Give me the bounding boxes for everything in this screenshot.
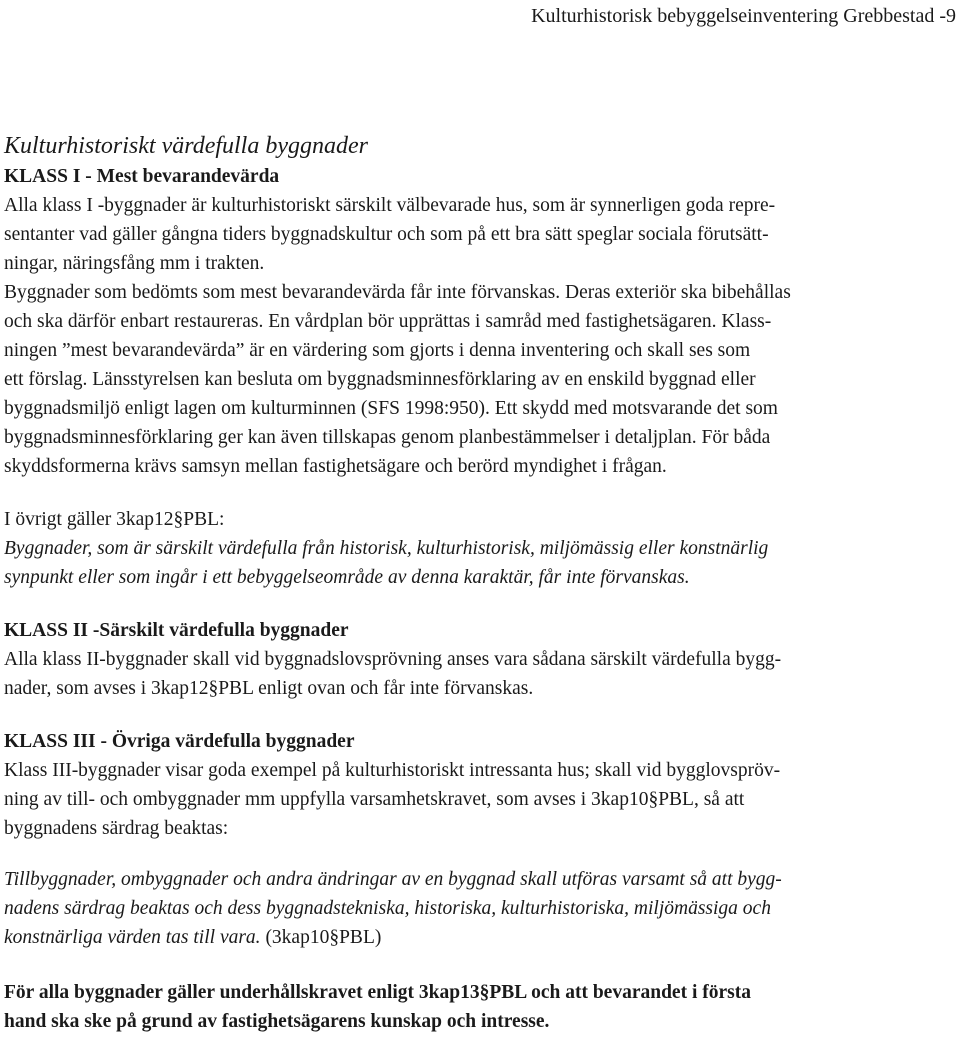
klass2-heading: KLASS II -Särskilt värdefulla byggnader xyxy=(4,620,349,641)
klass1-heading: KLASS I - Mest bevarandevärda xyxy=(4,166,280,187)
klass1-intro-line: Alla klass I -byggnader är kulturhistoriskt särskilt välbevarade hus, som är synnerligen goda repre- xyxy=(4,195,776,216)
running-header: Kulturhistorisk bebyggelseinventering Grebbestad -9 xyxy=(531,5,956,27)
paragraph-gap xyxy=(4,952,954,978)
paragraph-gap xyxy=(4,703,954,727)
klass3-quote-last-line xyxy=(4,923,954,952)
klass1-body-line: byggnadsmiljö enligt lagen om kulturminnen (SFS 1998:950). Ett skydd med motsvarande det som xyxy=(4,398,778,419)
klass3-quote-reference: (3kap10§PBL) xyxy=(260,927,382,948)
klass3-quote-line: nadens särdrag beaktas och dess byggnadstekniska, historiska, kulturhistoriska, miljömässiga och xyxy=(4,898,771,919)
klass3-heading: KLASS III - Övriga värdefulla byggnader xyxy=(4,731,355,752)
closing-line: hand ska ske på grund av fastighetsägarens kunskap och intresse. xyxy=(4,1011,550,1032)
klass1-body-line: och ska därför enbart restaureras. En vårdplan bör upprättas i samråd med fastighetsägaren. Klass- xyxy=(4,311,772,332)
klass1-body-line: skyddsformerna krävs samsyn mellan fastighetsägare och berörd myndighet i frågan. xyxy=(4,456,667,477)
klass1-body-line: ningen ”mest bevarandevärda” är en värdering som gjorts i denna inventering och skall ses som xyxy=(4,340,751,361)
klass2-line: nader, som avses i 3kap12§PBL enligt ovan och får inte förvanskas. xyxy=(4,678,534,699)
klass3-line: byggnadens särdrag beaktas: xyxy=(4,818,229,839)
paragraph-gap xyxy=(4,843,954,865)
klass3-line: ning av till- och ombyggnader mm uppfylla varsamhetskravet, som avses i 3kap10§PBL, så att xyxy=(4,789,745,810)
klass1-body-line: byggnadsminnesförklaring ger kan även tillskapas genom planbestämmelser i detaljplan. För båda xyxy=(4,427,771,448)
paragraph-gap xyxy=(4,592,954,616)
klass1-body-line: ett förslag. Länsstyrelsen kan besluta om byggnadsminnesförklaring av en enskild byggnad eller xyxy=(4,369,756,390)
klass2-line: Alla klass II-byggnader skall vid byggnadslovsprövning anses vara sådana särskilt värdefulla bygg- xyxy=(4,649,782,670)
pbl-intro: I övrigt gäller 3kap12§PBL: xyxy=(4,509,225,530)
klass3-quote-line: Tillbyggnader, ombyggnader och andra ändringar av en byggnad skall utföras varsamt så att bygg- xyxy=(4,869,782,890)
klass1-intro-line: ningar, näringsfång mm i trakten. xyxy=(4,253,265,274)
pbl-quote-line: Byggnader, som är särskilt värdefulla från historisk, kulturhistorisk, miljömässig eller konstnärlig xyxy=(4,538,769,559)
section-title: Kulturhistoriskt värdefulla byggnader xyxy=(4,133,368,159)
klass1-body-line: Byggnader som bedömts som mest bevarandevärda får inte förvanskas. Deras exteriör ska bibehållas xyxy=(4,282,791,303)
closing-line: För alla byggnader gäller underhållskravet enligt 3kap13§PBL och att bevarandet i första xyxy=(4,982,751,1003)
klass3-line: Klass III-byggnader visar goda exempel på kulturhistoriskt intressanta hus; skall vid bygglovspröv- xyxy=(4,760,781,781)
klass1-intro-line: sentanter vad gäller gångna tiders byggnadskultur och som på ett bra sätt speglar sociala förutsätt- xyxy=(4,224,769,245)
pbl-quote-line: synpunkt eller som ingår i ett bebyggelseområde av denna karaktär, får inte förvanskas. xyxy=(4,567,690,588)
klass3-quote-last-italic: konstnärliga värden tas till vara. xyxy=(4,927,261,948)
document-body xyxy=(4,130,954,1036)
paragraph-gap xyxy=(4,481,954,505)
